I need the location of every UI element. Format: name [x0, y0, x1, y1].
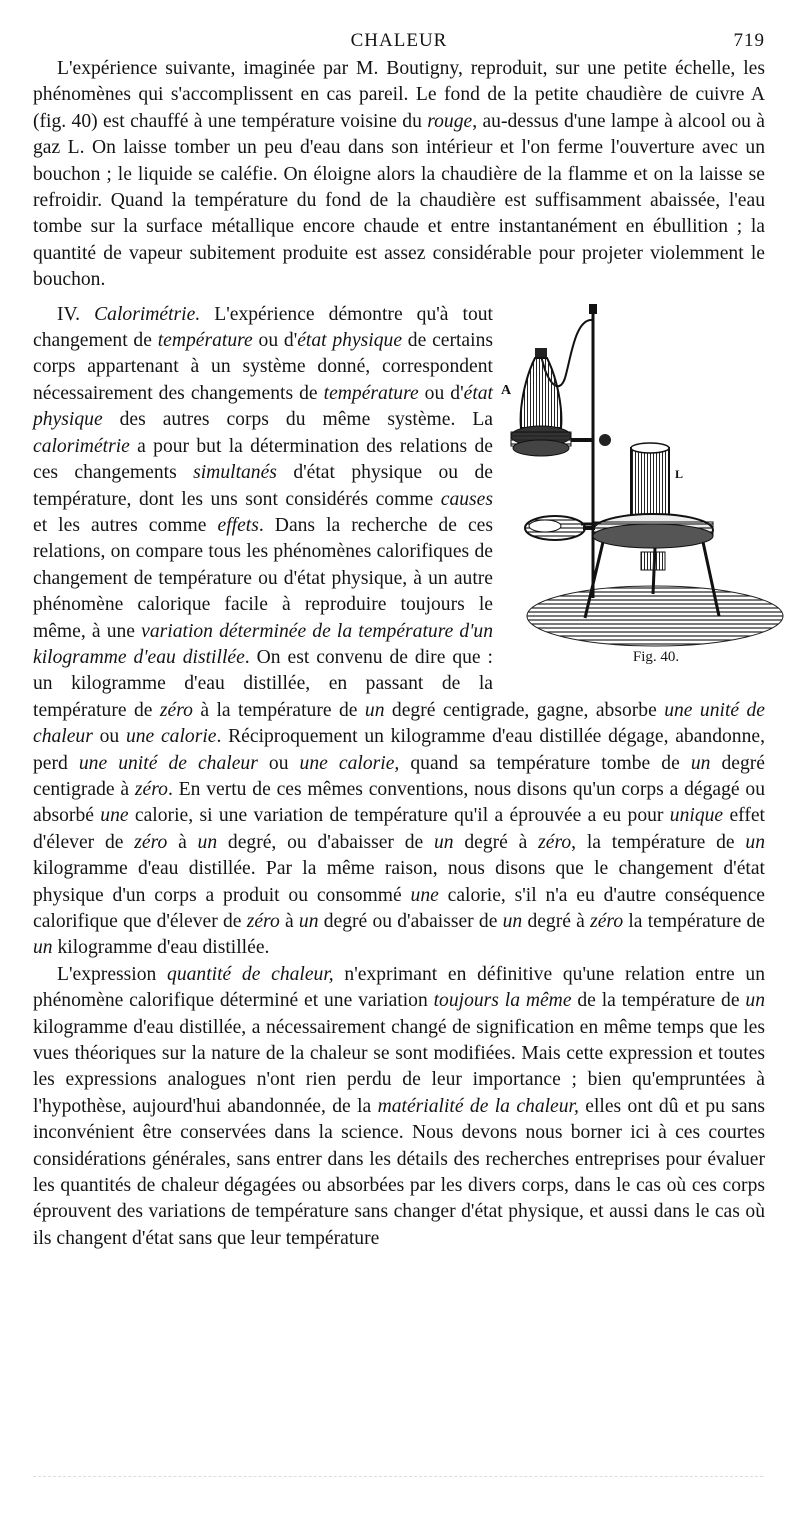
- paragraph-boutigny: L'expérience suivante, imaginée par M. Boutigny, reproduit, sur une petite échelle, les phénomènes qui s'accomplissent en cas pareil. Le fond de la petite chaudière de cuivre A (fig. 40) est chauffé à une température voisine du rouge, au-dessus d'une lampe à alcool ou à gaz L. On laisse tomber un peu d'eau dans son intérieur et l'on ferme l'ouverture avec un bouchon ; le liquide se caléfie. On éloigne alors la chaudière de la flamme et on la laisse se refroidir. Quand la température du fond de la chaudière est suffisamment abaissée, l'eau tombe sur la surface métallique encore chaude et entre instantanément en ébullition ; la quantité de vapeur subitement produite est assez considérable pour projeter violemment le bouchon.: [33, 58, 765, 291]
- page-number: 719: [733, 30, 765, 51]
- label-l: L: [675, 466, 684, 481]
- paragraph-boutigny-rest: , au-dessus d'une lampe à alcool ou à gaz L. On laisse tomber un peu d'eau dans son intérieur et l'on ferme l'ouverture avec un bouchon ; le liquide se caléfie. On éloigne alors la chaudière de la flamme et on la laisse se refroidir. Quand la température du fond de la chaudière est suffisamment abaissée, l'eau tombe sur la surface métallique encore chaude et entre instantanément en ébullition ; la quantité de vapeur subitement produite est assez considérable pour projeter violemment le bouchon.: [33, 110, 765, 291]
- flask-body: [521, 358, 562, 428]
- page: [33, 28, 765, 1252]
- running-header: [33, 28, 765, 54]
- running-title: CHALEUR: [350, 30, 448, 51]
- section-title: Calorimétrie.: [94, 303, 201, 325]
- paragraph-calorimetrie: IV. Calorimétrie. L'expérience démontre qu'à tout changement de température ou d'état physique de certains corps appartenant à un système donné, correspondent nécessairement des changements de température ou d'état physique des autres corps du même système. La calorimétrie a pour but la détermination des relations de ces changements simultanés d'état physique ou de température, dont les uns sont considérés comme causes et les autres comme effets. Dans la recherche de ces relations, on compare tous les phénomènes calorifiques de changement de température ou d'état physique, à un autre phénomène calorique facile à reproduire toujours le même, à une variation déterminée de la température d'un kilogramme d'eau distillée. On est convenu de dire que : un kilogramme d'eau distillée, en passant de la température de zéro à la température de un degré centigrade, gagne, absorbe une unité de chaleur ou une calorie. Réciproquement un kilogramme d'eau distillée dégage, abandonne, perd une unité de chaleur ou une calorie, quand sa température tombe de un degré centigrade à zéro. En vertu de ces mêmes conventions, nous disons qu'un corps a dégagé ou absorbé une calorie, si une variation de température qu'il a éprouvée a eu pour unique effet d'élever de zéro à un degré, ou d'abaisser de un degré à zéro, la température de un kilogramme d'eau distillée. Par la même raison, nous disons que le changement d'état physique d'un corps a produit ou consommé une calorie, s'il n'a eu d'autre conséquence calorifique que d'élever de zéro à un degré ou d'abaisser de un degré à zéro la température de un kilogramme d'eau distillée.: [33, 303, 766, 959]
- label-a: A: [501, 382, 512, 398]
- figure-caption: Fig. 40.: [632, 648, 680, 665]
- boutigny-apparatus-illustration: [501, 298, 767, 648]
- footer-scan-noise: [33, 1476, 763, 1481]
- figure-40: [501, 298, 767, 678]
- table-surface: [527, 586, 783, 646]
- paragraph-quantite-de-chaleur: L'expression quantité de chaleur, n'exprimant en définitive qu'une relation entre un phénomène calorifique déterminé et une variation toujours la même de la température de un kilogramme d'eau distillée, a nécessairement changé de signification en même temps que les vues théoriques sur la nature de la chaleur se sont modifiées. Mais cette expression et toutes les expressions analogues n'ont rien perdu de leur importance ; bien qu'empruntées à l'hypothèse, aujourd'hui abandonnée, de la matérialité de la chaleur, elles ont dû et pu sans inconvénient être conservées dans la science. Nous devons nous borner ici à ces courtes considérations générales, sans entrer dans les détails des recherches entreprises pour évaluer les quantités de chaleur dégagées ou absorbées par les divers corps, dans le cas où ces corps éprouvent des variations de température sans changer d'état physique, et aussi dans le cas où ils changent d'état sans que leur température: [33, 963, 766, 1249]
- lamp-cylinder: [631, 448, 669, 518]
